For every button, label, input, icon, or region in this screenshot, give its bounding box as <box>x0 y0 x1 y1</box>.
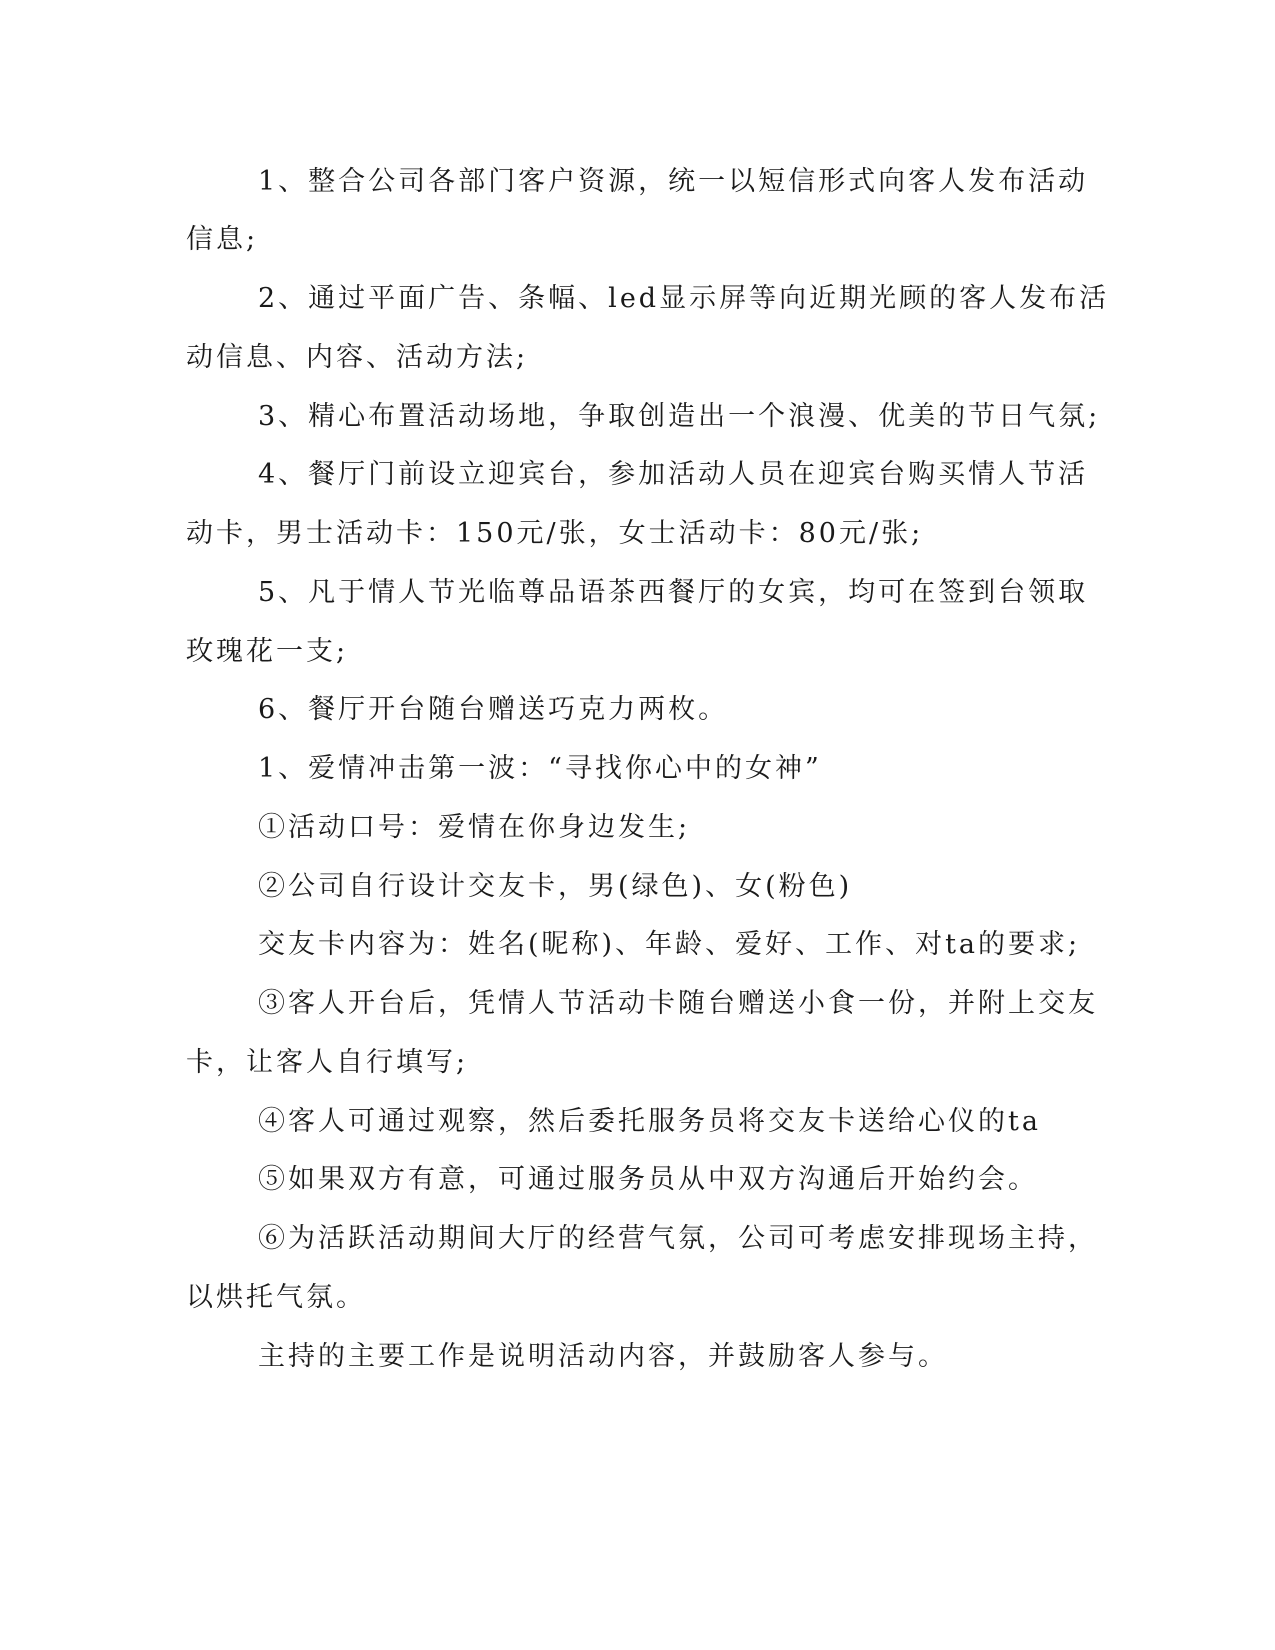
paragraph-1-line-2: 信息; <box>186 224 259 255</box>
item-6-line-2: 以烘托气氛。 <box>186 1282 366 1313</box>
paragraph-1-line-1: 1、整合公司各部门客户资源，统一以短信形式向客人发布活动 <box>258 166 1089 197</box>
paragraph-5-line-1: 5、凡于情人节光临尊品语茶西餐厅的女宾，均可在签到台领取 <box>258 577 1089 608</box>
paragraph-6-line-1: 6、餐厅开台随台赠送巧克力两枚。 <box>258 694 729 725</box>
paragraph-4-line-2: 动卡，男士活动卡：150元/张，女士活动卡：80元/张; <box>186 518 924 549</box>
item-6-line-1: ⑥为活跃活动期间大厅的经营气氛，公司可考虑安排现场主持， <box>258 1223 1098 1254</box>
closing-paragraph: 主持的主要工作是说明活动内容，并鼓励客人参与。 <box>258 1341 948 1372</box>
paragraph-2-line-1: 2、通过平面广告、条幅、led显示屏等向近期光顾的客人发布活 <box>258 283 1110 314</box>
item-2-detail: 交友卡内容为：姓名(昵称)、年龄、爱好、工作、对ta的要求; <box>258 929 1081 960</box>
item-3-line-2: 卡，让客人自行填写; <box>186 1047 469 1078</box>
paragraph-4-line-1: 4、餐厅门前设立迎宾台，参加活动人员在迎宾台购买情人节活 <box>258 459 1089 490</box>
item-1-line-1: ①活动口号：爱情在你身边发生; <box>258 812 691 843</box>
item-3-line-1: ③客人开台后，凭情人节活动卡随台赠送小食一份，并附上交友 <box>258 988 1098 1019</box>
paragraph-5-line-2: 玫瑰花一支; <box>186 636 349 667</box>
paragraph-2-line-2: 动信息、内容、活动方法; <box>186 342 529 373</box>
section-heading-1: 1、爱情冲击第一波：“寻找你心中的女神” <box>258 753 822 784</box>
item-4-line-1: ④客人可通过观察，然后委托服务员将交友卡送给心仪的ta <box>258 1106 1041 1137</box>
item-2-line-1: ②公司自行设计交友卡，男(绿色)、女(粉色) <box>258 871 853 902</box>
paragraph-3-line-1: 3、精心布置活动场地，争取创造出一个浪漫、优美的节日气氛; <box>258 401 1101 432</box>
item-5-line-1: ⑤如果双方有意，可通过服务员从中双方沟通后开始约会。 <box>258 1164 1038 1195</box>
